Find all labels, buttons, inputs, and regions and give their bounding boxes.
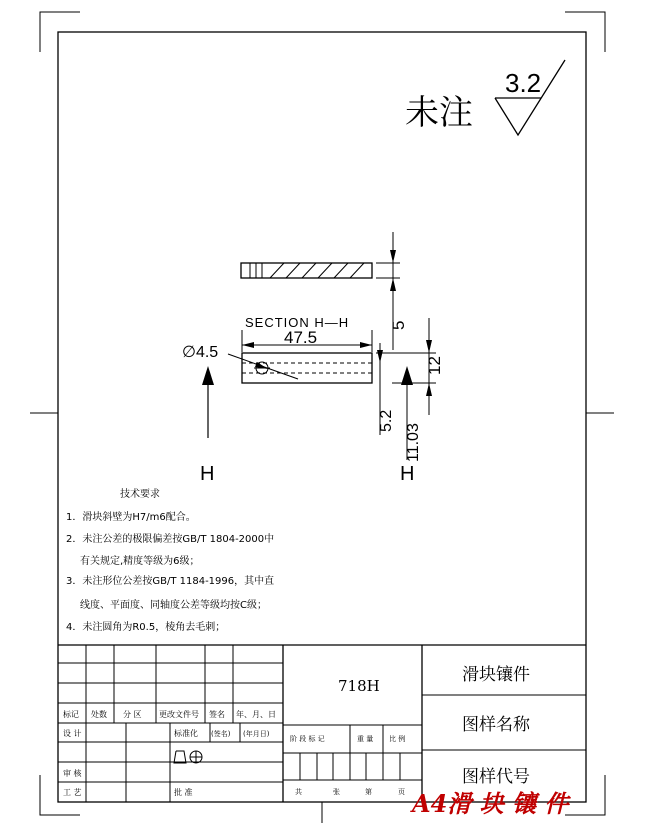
part-name-text: 滑块镶件	[462, 665, 530, 685]
dim-top-thickness	[376, 232, 408, 350]
dim-offset-a-text: 5.2	[378, 409, 395, 432]
dim-height	[376, 318, 444, 415]
review-label: 审 核	[63, 769, 82, 778]
dim-top-thickness-text: 5	[389, 320, 408, 330]
rev-header-count: 处数	[91, 710, 107, 719]
note-line-3: 有关规定,精度等级为6级；	[80, 556, 200, 567]
note-line-4: 3．未注形位公差按GB/T 1184-1996，其中直	[66, 576, 275, 587]
rev-header-doc: 更改文件号	[159, 710, 199, 719]
dim-diameter-text: ∅4.5	[182, 344, 219, 361]
dim-offsets	[377, 343, 422, 462]
roughness-symbol	[405, 60, 565, 135]
rev-header-sign: 签名	[209, 710, 225, 719]
approve-label: 批 准	[174, 788, 193, 797]
material-text: 718H	[338, 677, 380, 695]
note-line-2: 2．未注公差的极限偏差按GB/T 1804-2000中	[66, 534, 275, 545]
scale-header: 比 例	[389, 735, 406, 743]
weight-header: 重 量	[357, 735, 374, 743]
dim-offset-b-text: 11.03	[405, 423, 422, 462]
dim-diameter	[182, 344, 298, 379]
design-label: 设 计	[63, 729, 82, 738]
watermark-text: A4滑 块 镶 件	[412, 789, 569, 818]
title-block-text	[63, 664, 531, 797]
rev-header-date: 年、月、日	[236, 710, 276, 719]
note-line-6: 4．未注圆角为R0.5，棱角去毛刺；	[66, 622, 226, 633]
cut-label-left: H	[200, 463, 215, 485]
dim-height-text: 12	[425, 356, 444, 375]
rev-header-mark: 标记	[63, 710, 79, 719]
roughness-label: 未注	[405, 93, 473, 133]
dim-length-text: 47.5	[284, 328, 318, 347]
sheet-label: 第	[365, 788, 372, 796]
note-line-5: 线度、平面度、同轴度公差等级均按C级；	[80, 600, 267, 611]
note-line-1: 1．滑块斜壁为H7/m6配合。	[66, 512, 196, 523]
page-label: 页	[398, 788, 405, 796]
section-label: SECTION H—H	[245, 315, 350, 330]
stage-header: 阶 段 标 记	[290, 735, 325, 743]
standardize-label: 标准化	[174, 729, 198, 738]
drawing-code-text: 图样代号	[462, 767, 530, 787]
top-view-part	[241, 263, 372, 278]
sheet-num-label: 张	[333, 788, 340, 796]
standard-icon	[174, 751, 202, 763]
drawing-name-text: 图样名称	[462, 715, 530, 735]
cut-label-right: H	[400, 463, 415, 485]
rev-header-zone: 分 区	[123, 710, 142, 719]
roughness-value: 3.2	[505, 68, 542, 98]
sheet-total-label: 共	[295, 788, 302, 796]
notes-title: 技术要求	[120, 489, 160, 500]
sign-label: (签名)	[211, 730, 231, 738]
page-frame	[30, 12, 614, 823]
date-label: (年月日)	[243, 730, 270, 738]
technical-notes	[66, 487, 274, 633]
process-label: 工 艺	[63, 788, 82, 797]
dim-length	[242, 328, 372, 352]
